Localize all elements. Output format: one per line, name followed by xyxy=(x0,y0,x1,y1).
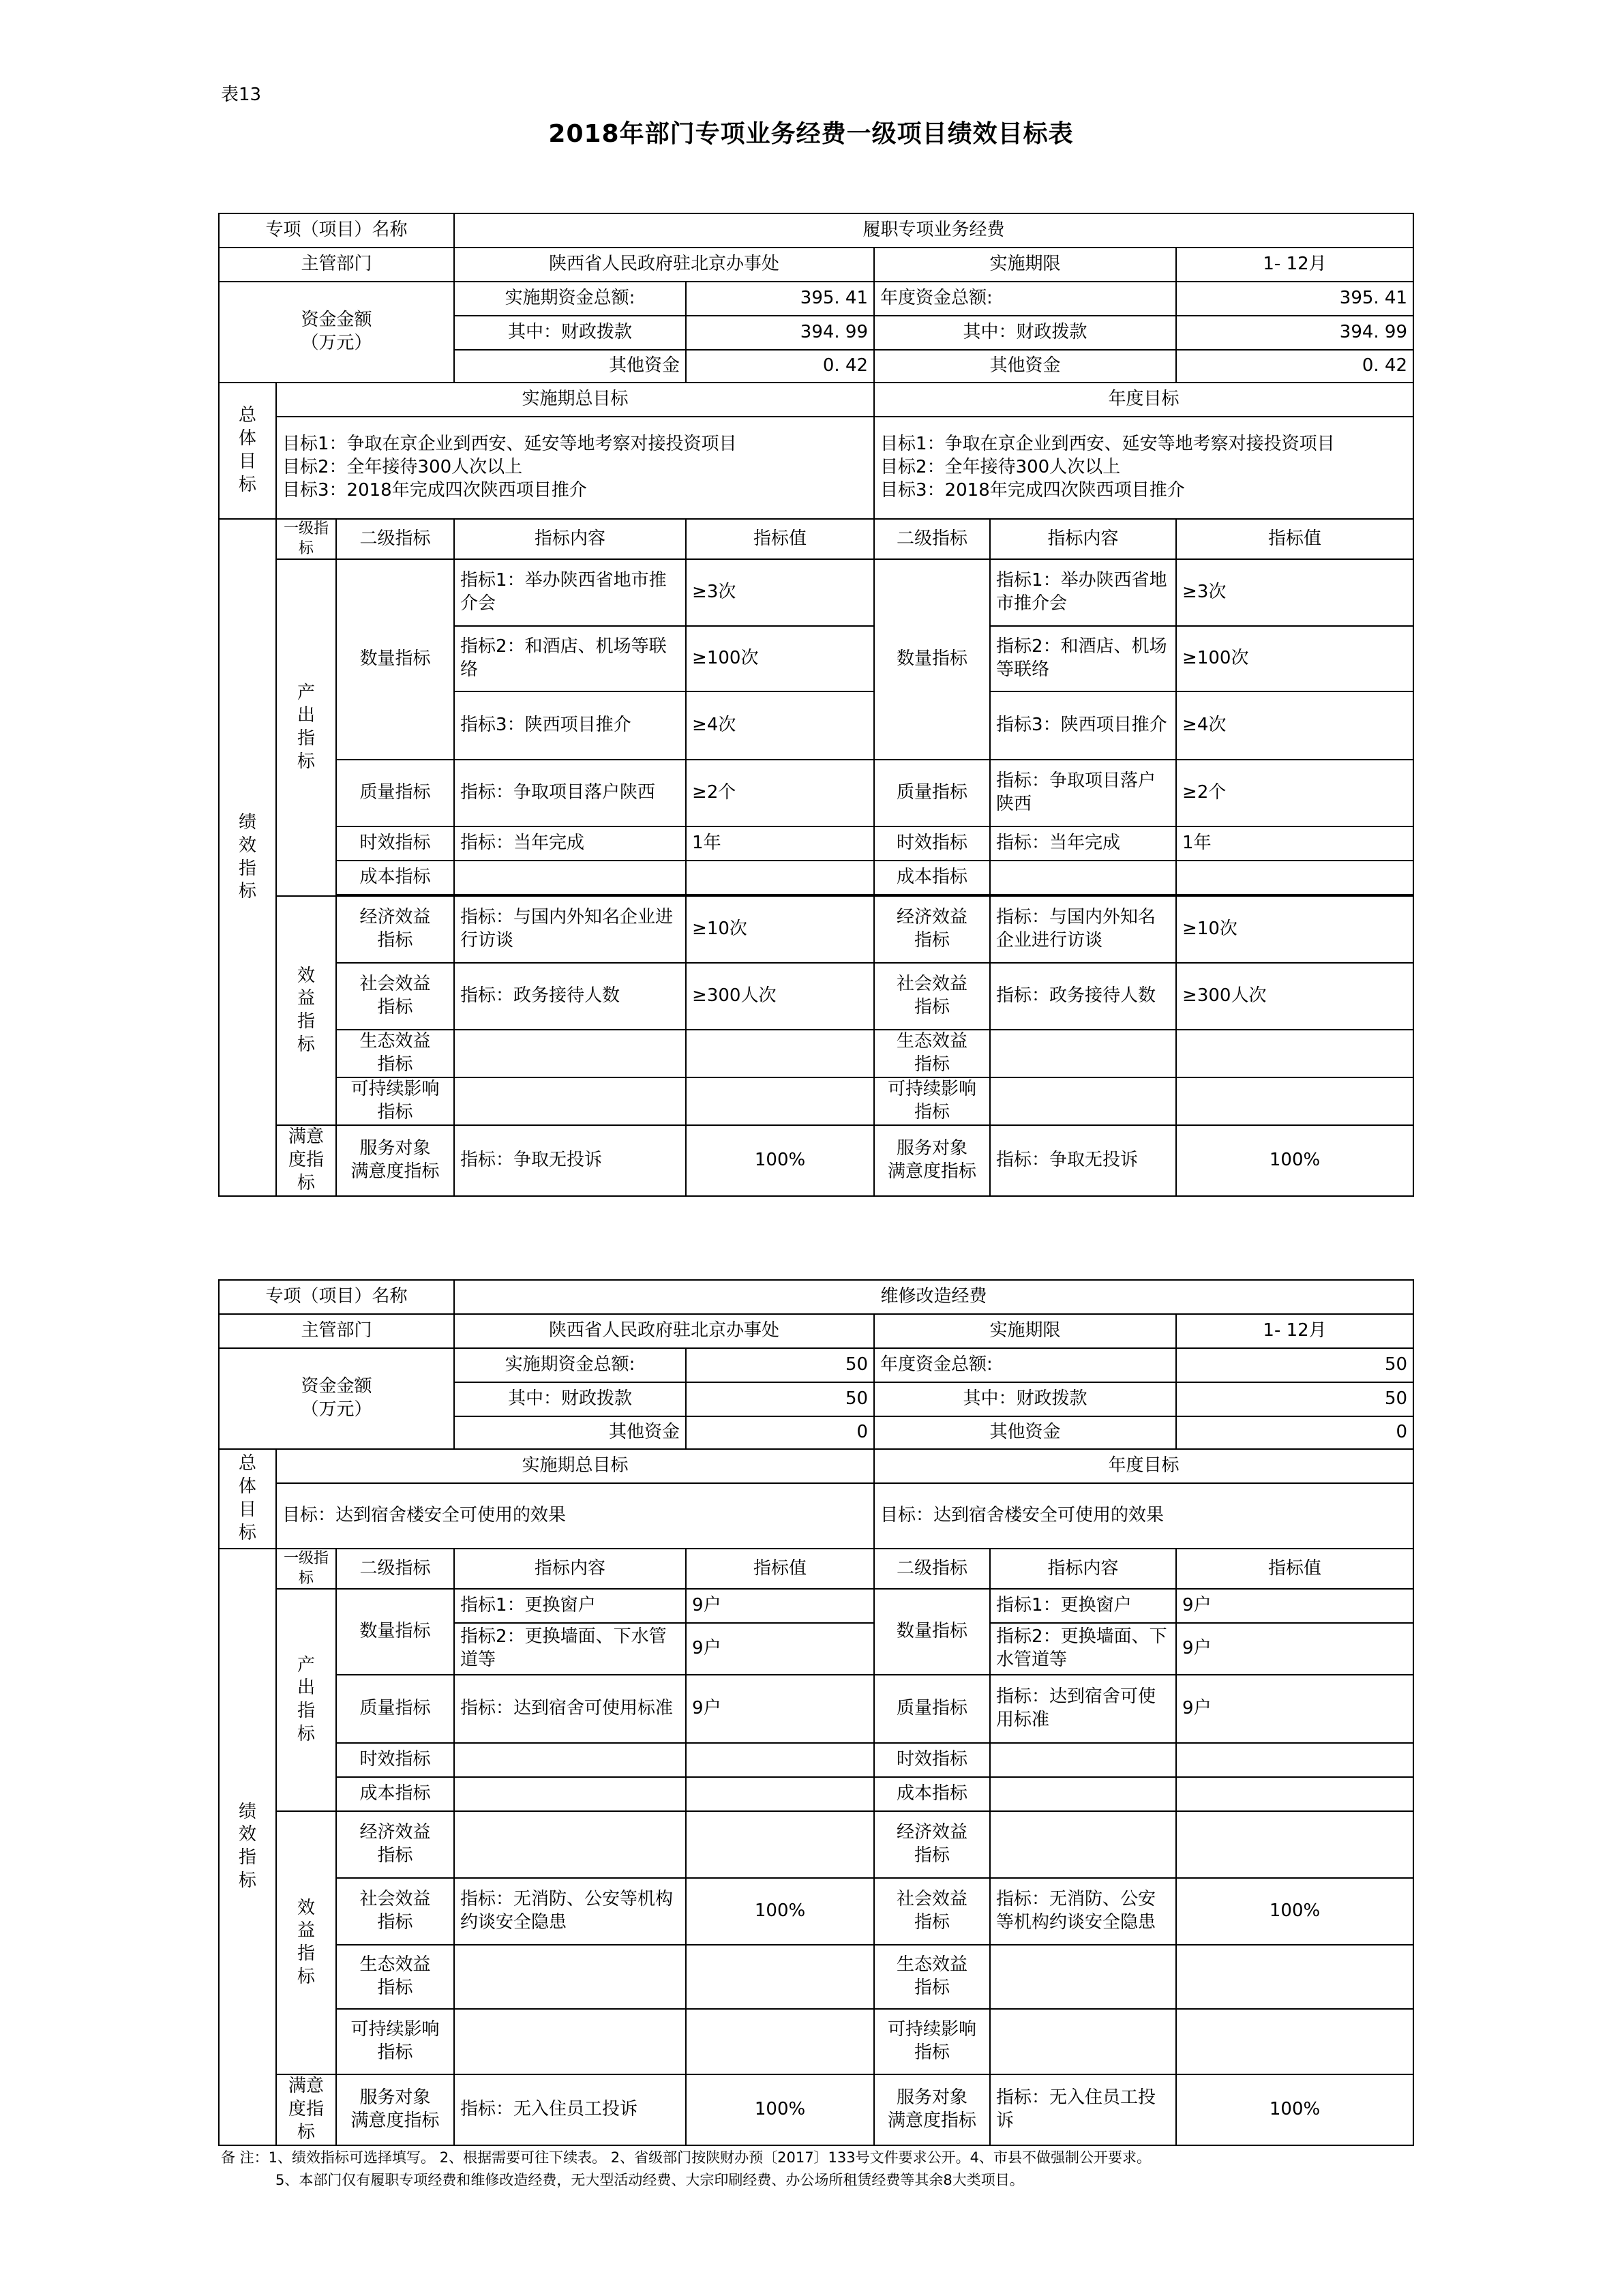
cost-label: 成本指标 xyxy=(336,861,454,895)
content-header: 指标内容 xyxy=(990,519,1176,559)
quantity-label: 数量指标 xyxy=(336,559,454,760)
empty-cell xyxy=(990,2009,1176,2074)
label-line: 指标 xyxy=(914,997,950,1018)
goal-line: 目标3：2018年完成四次陕西项目推介 xyxy=(282,479,587,501)
indicator-content: 指标：无消防、公安等机构约谈安全隐患 xyxy=(990,1878,1176,1945)
empty-cell xyxy=(990,861,1176,895)
satisfaction-char: 度指 xyxy=(288,2098,324,2119)
item-name-value: 维修改造经费 xyxy=(454,1280,1413,1314)
timeliness-label: 时效指标 xyxy=(874,1743,990,1777)
indicator-content: 指标1：举办陕西省地市推介会 xyxy=(990,559,1176,626)
label-line: 满意度指标 xyxy=(888,1161,977,1182)
label-line: 指标 xyxy=(377,1054,413,1075)
year-goal-header: 年度目标 xyxy=(874,1449,1413,1483)
quantity-label: 数量指标 xyxy=(874,559,990,760)
satisfaction-char: 满意 xyxy=(288,2076,324,2097)
impl-fiscal-label: 其中：财政拨款 xyxy=(454,1382,686,1416)
fund-label-line2: （万元） xyxy=(301,1399,372,1420)
indicator-value: 1年 xyxy=(1176,826,1413,861)
year-total-label: 年度资金总额: xyxy=(874,282,1176,316)
quality-label: 质量指标 xyxy=(874,760,990,826)
output-indicator-label xyxy=(276,559,336,896)
label-line: 经济效益 xyxy=(897,1822,968,1843)
impl-fiscal-value: 50 xyxy=(686,1382,874,1416)
year-goal-text xyxy=(874,417,1413,519)
content-header: 指标内容 xyxy=(454,519,686,559)
item-name-label: 专项（项目）名称 xyxy=(219,1280,454,1314)
empty-cell xyxy=(454,1945,686,2009)
satisfaction-indicator-label xyxy=(276,1125,336,1196)
impl-goal-text: 目标：达到宿舍楼安全可使用的效果 xyxy=(276,1483,874,1549)
indicator-value: ≥100次 xyxy=(686,626,874,691)
impl-other-value: 0. 42 xyxy=(686,350,874,383)
indicator-content: 指标：与国内外知名企业进行访谈 xyxy=(454,896,686,963)
service-satisfaction-label xyxy=(336,2074,454,2145)
empty-cell xyxy=(1176,1945,1413,2009)
empty-cell xyxy=(990,1743,1176,1777)
level2-header: 二级指标 xyxy=(874,1549,990,1589)
performance-table-2 xyxy=(218,1279,1414,2146)
ecological-label xyxy=(874,1945,990,2009)
overall-goal-char: 体 xyxy=(238,1476,256,1497)
impl-fiscal-value: 394. 99 xyxy=(686,316,874,350)
economic-label xyxy=(874,896,990,963)
empty-cell xyxy=(990,1777,1176,1811)
indicator-content: 指标：与国内外知名企业进行访谈 xyxy=(990,896,1176,963)
impl-goal-header: 实施期总目标 xyxy=(276,1449,874,1483)
empty-cell xyxy=(454,1077,686,1125)
output-char: 出 xyxy=(297,1678,315,1699)
indicator-content: 指标2：和酒店、机场等联络 xyxy=(990,626,1176,691)
perf-char: 指 xyxy=(238,858,256,879)
indicator-value: ≥4次 xyxy=(686,691,874,760)
indicator-value: 100% xyxy=(1176,1125,1413,1196)
label-line: 服务对象 xyxy=(359,2087,431,2108)
indicator-content: 指标1：更换窗户 xyxy=(990,1589,1176,1623)
economic-label xyxy=(336,896,454,963)
output-char: 指 xyxy=(297,728,315,749)
output-char: 标 xyxy=(297,1723,315,1744)
output-char: 出 xyxy=(297,705,315,726)
indicator-value: 100% xyxy=(1176,2074,1413,2145)
goal-line: 目标1：争取在京企业到西安、延安等地考察对接投资项目 xyxy=(880,434,1335,455)
label-line: 指标 xyxy=(377,2042,413,2063)
satisfaction-indicator-label xyxy=(276,2074,336,2145)
indicator-content: 指标：争取无投诉 xyxy=(990,1125,1176,1196)
empty-cell xyxy=(686,861,874,895)
item-name-value: 履职专项业务经费 xyxy=(454,213,1413,248)
goal-line: 目标2：全年接待300人次以上 xyxy=(880,457,1121,478)
indicator-value: ≥3次 xyxy=(1176,559,1413,626)
social-label xyxy=(336,963,454,1030)
empty-cell xyxy=(686,1077,874,1125)
year-total-value: 50 xyxy=(1176,1348,1413,1382)
label-line: 指标 xyxy=(914,1845,950,1866)
label-line: 满意度指标 xyxy=(350,2110,440,2131)
indicator-content: 指标：争取项目落户陕西 xyxy=(454,760,686,826)
overall-goal-char: 目 xyxy=(238,451,256,472)
label-line: 指标 xyxy=(914,1912,950,1933)
level2-header: 二级指标 xyxy=(874,519,990,559)
label-line: 经济效益 xyxy=(897,907,968,928)
empty-cell xyxy=(686,1811,874,1878)
sustainable-label xyxy=(336,2009,454,2074)
cost-label: 成本指标 xyxy=(874,861,990,895)
economic-label xyxy=(874,1811,990,1878)
dept-label: 主管部门 xyxy=(219,1314,454,1348)
indicator-content: 指标3：陕西项目推介 xyxy=(454,691,686,760)
period-label: 实施期限 xyxy=(874,1314,1176,1348)
ecological-label xyxy=(874,1030,990,1077)
indicator-value: 9户 xyxy=(1176,1589,1413,1623)
label-line: 生态效益 xyxy=(359,1031,431,1052)
goal-line: 目标3：2018年完成四次陕西项目推介 xyxy=(880,479,1185,501)
indicator-value: ≥300人次 xyxy=(686,963,874,1030)
label-line: 指标 xyxy=(914,1054,950,1075)
empty-cell xyxy=(686,1777,874,1811)
label-line: 指标 xyxy=(377,1912,413,1933)
label-line: 指标 xyxy=(914,930,950,951)
satisfaction-char: 满意 xyxy=(288,1127,324,1148)
sustainable-label xyxy=(874,1077,990,1125)
footnote-line: 备 注：1、绩效指标可选择填写。 2、根据需要可往下续表。 2、省级部门按陕财办预〔2017〕133号文件要求公开。4、市县不做强制公开要求。 xyxy=(221,2149,1151,2166)
indicator-value: 9户 xyxy=(686,1589,874,1623)
overall-goal-char: 目 xyxy=(238,1500,256,1520)
dept-value: 陕西省人民政府驻北京办事处 xyxy=(454,1314,874,1348)
perf-char: 标 xyxy=(238,881,256,902)
impl-other-value: 0 xyxy=(686,1416,874,1449)
empty-cell xyxy=(1176,1743,1413,1777)
empty-cell xyxy=(454,2009,686,2074)
overall-goal-char: 标 xyxy=(238,1522,256,1543)
label-line: 指标 xyxy=(914,1978,950,1999)
empty-cell xyxy=(990,1077,1176,1125)
output-char: 指 xyxy=(297,1701,315,1722)
label-line: 经济效益 xyxy=(359,907,431,928)
fund-label xyxy=(219,282,454,383)
label-line: 社会效益 xyxy=(359,974,431,995)
sustainable-label xyxy=(874,2009,990,2074)
year-fiscal-label: 其中：财政拨款 xyxy=(874,316,1176,350)
label-line: 经济效益 xyxy=(359,1822,431,1843)
empty-cell xyxy=(1176,1777,1413,1811)
empty-cell xyxy=(686,1030,874,1077)
quality-label: 质量指标 xyxy=(336,760,454,826)
indicator-value: 1年 xyxy=(686,826,874,861)
impl-fiscal-label: 其中：财政拨款 xyxy=(454,316,686,350)
label-line: 社会效益 xyxy=(897,1889,968,1910)
indicator-content: 指标1：举办陕西省地市推介会 xyxy=(454,559,686,626)
label-line: 满意度指标 xyxy=(350,1161,440,1182)
indicator-value: 9户 xyxy=(686,1675,874,1743)
indicator-content: 指标2：更换墙面、下水管道等 xyxy=(454,1623,686,1675)
label-line: 指标 xyxy=(377,1978,413,1999)
level2-header: 二级指标 xyxy=(336,1549,454,1589)
empty-cell xyxy=(454,1811,686,1878)
overall-goal-label xyxy=(219,383,276,519)
level2-header: 二级指标 xyxy=(336,519,454,559)
content-header: 指标内容 xyxy=(454,1549,686,1589)
service-satisfaction-label xyxy=(336,1125,454,1196)
indicator-content: 指标1：更换窗户 xyxy=(454,1589,686,1623)
indicator-content: 指标：当年完成 xyxy=(990,826,1176,861)
item-name-label: 专项（项目）名称 xyxy=(219,213,454,248)
benefit-char: 指 xyxy=(297,1011,315,1032)
label-line: 社会效益 xyxy=(897,974,968,995)
indicator-content: 指标：达到宿舍可使用标准 xyxy=(454,1675,686,1743)
impl-total-label: 实施期资金总额: xyxy=(454,1348,686,1382)
output-indicator-label xyxy=(276,1589,336,1811)
label-line: 社会效益 xyxy=(359,1889,431,1910)
indicator-content: 指标：争取项目落户陕西 xyxy=(990,760,1176,826)
satisfaction-char: 度指 xyxy=(288,1150,324,1171)
period-value: 1- 12月 xyxy=(1176,1314,1413,1348)
timeliness-label: 时效指标 xyxy=(336,1743,454,1777)
quality-label: 质量指标 xyxy=(336,1675,454,1743)
period-value: 1- 12月 xyxy=(1176,248,1413,282)
indicator-value: ≥3次 xyxy=(686,559,874,626)
indicator-value: ≥10次 xyxy=(1176,896,1413,963)
perf-char: 绩 xyxy=(238,1801,256,1822)
footnote-line: 5、本部门仅有履职专项经费和维修改造经费，无大型活动经费、大宗印刷经费、办公场所租赁经费等其余8大类项目。 xyxy=(275,2171,1024,2188)
empty-cell xyxy=(1176,861,1413,895)
table-number: 表13 xyxy=(221,85,262,105)
benefit-char: 标 xyxy=(297,1966,315,1987)
label-line: 生态效益 xyxy=(359,1954,431,1976)
benefit-char: 效 xyxy=(297,965,315,986)
cost-label: 成本指标 xyxy=(336,1777,454,1811)
fund-label xyxy=(219,1348,454,1449)
impl-total-value: 395. 41 xyxy=(686,282,874,316)
perf-indicator-label xyxy=(219,519,276,1196)
year-fiscal-label: 其中：财政拨款 xyxy=(874,1382,1176,1416)
value-header: 指标值 xyxy=(686,1549,874,1589)
service-satisfaction-label xyxy=(874,2074,990,2145)
indicator-value: ≥2个 xyxy=(686,760,874,826)
benefit-char: 指 xyxy=(297,1943,315,1965)
label-line: 生态效益 xyxy=(897,1031,968,1052)
empty-cell xyxy=(990,1811,1176,1878)
quantity-label: 数量指标 xyxy=(336,1589,454,1675)
year-total-value: 395. 41 xyxy=(1176,282,1413,316)
fund-label-line1: 资金金额 xyxy=(301,310,372,331)
perf-char: 效 xyxy=(238,835,256,856)
empty-cell xyxy=(454,1777,686,1811)
timeliness-label: 时效指标 xyxy=(336,826,454,861)
indicator-value: 100% xyxy=(686,1878,874,1945)
indicator-content: 指标：政务接待人数 xyxy=(990,963,1176,1030)
impl-other-label: 其他资金 xyxy=(454,350,686,383)
year-total-label: 年度资金总额: xyxy=(874,1348,1176,1382)
year-fiscal-value: 50 xyxy=(1176,1382,1413,1416)
indicator-content: 指标：达到宿舍可使用标准 xyxy=(990,1675,1176,1743)
content-header: 指标内容 xyxy=(990,1549,1176,1589)
impl-total-value: 50 xyxy=(686,1348,874,1382)
label-line: 指标 xyxy=(377,930,413,951)
label-line: 指标 xyxy=(377,1102,413,1123)
indicator-value: 100% xyxy=(686,1125,874,1196)
benefit-indicator-label xyxy=(276,1811,336,2074)
label-line: 指标 xyxy=(377,1845,413,1866)
indicator-content: 指标：无消防、公安等机构约谈安全隐患 xyxy=(454,1878,686,1945)
goal-line: 目标2：全年接待300人次以上 xyxy=(282,457,523,478)
indicator-content: 指标：无入住员工投诉 xyxy=(454,2074,686,2145)
overall-goal-char: 体 xyxy=(238,428,256,449)
empty-cell xyxy=(686,2009,874,2074)
fund-label-line2: （万元） xyxy=(301,333,372,353)
indicator-content: 指标：无入住员工投诉 xyxy=(990,2074,1176,2145)
dept-value: 陕西省人民政府驻北京办事处 xyxy=(454,248,874,282)
overall-goal-char: 总 xyxy=(238,405,256,426)
overall-goal-char: 总 xyxy=(238,1453,256,1474)
social-label xyxy=(874,963,990,1030)
label-line: 生态效益 xyxy=(897,1954,968,1976)
period-label: 实施期限 xyxy=(874,248,1176,282)
overall-goal-label xyxy=(219,1449,276,1549)
label-line: 指标 xyxy=(914,1102,950,1123)
indicator-value: 9户 xyxy=(1176,1675,1413,1743)
level1-header: 一级指标 xyxy=(276,1549,336,1589)
indicator-content: 指标：政务接待人数 xyxy=(454,963,686,1030)
output-char: 产 xyxy=(297,682,315,703)
perf-indicator-label xyxy=(219,1549,276,2145)
year-fiscal-value: 394. 99 xyxy=(1176,316,1413,350)
page-title: 2018年部门专项业务经费一级项目绩效目标表 xyxy=(548,120,1074,148)
indicator-content: 指标：争取无投诉 xyxy=(454,1125,686,1196)
benefit-char: 标 xyxy=(297,1034,315,1055)
empty-cell xyxy=(1176,1077,1413,1125)
empty-cell xyxy=(1176,1811,1413,1878)
year-other-label: 其他资金 xyxy=(874,1416,1176,1449)
label-line: 满意度指标 xyxy=(888,2110,977,2131)
empty-cell xyxy=(990,1945,1176,2009)
cost-label: 成本指标 xyxy=(874,1777,990,1811)
timeliness-label: 时效指标 xyxy=(874,826,990,861)
indicator-value: 9户 xyxy=(686,1623,874,1675)
service-satisfaction-label xyxy=(874,1125,990,1196)
indicator-value: 100% xyxy=(1176,1878,1413,1945)
label-line: 指标 xyxy=(914,2042,950,2063)
ecological-label xyxy=(336,1945,454,2009)
impl-total-label: 实施期资金总额: xyxy=(454,282,686,316)
footnotes xyxy=(221,2147,1151,2191)
value-header: 指标值 xyxy=(1176,519,1413,559)
year-other-label: 其他资金 xyxy=(874,350,1176,383)
satisfaction-char: 标 xyxy=(297,2121,315,2143)
perf-char: 标 xyxy=(238,1870,256,1892)
indicator-value: ≥100次 xyxy=(1176,626,1413,691)
performance-table-1 xyxy=(218,213,1414,1197)
empty-cell xyxy=(454,861,686,895)
impl-goal-header: 实施期总目标 xyxy=(276,383,874,417)
economic-label xyxy=(336,1811,454,1878)
indicator-content: 指标2：更换墙面、下水管道等 xyxy=(990,1623,1176,1675)
year-other-value: 0. 42 xyxy=(1176,350,1413,383)
empty-cell xyxy=(1176,2009,1413,2074)
label-line: 指标 xyxy=(377,997,413,1018)
quantity-label: 数量指标 xyxy=(874,1589,990,1675)
empty-cell xyxy=(686,1945,874,2009)
label-line: 服务对象 xyxy=(897,2087,968,2108)
impl-other-label: 其他资金 xyxy=(454,1416,686,1449)
indicator-content: 指标3：陕西项目推介 xyxy=(990,691,1176,760)
output-char: 标 xyxy=(297,751,315,772)
label-line: 可持续影响 xyxy=(888,1079,977,1100)
empty-cell xyxy=(686,1743,874,1777)
empty-cell xyxy=(990,1030,1176,1077)
year-other-value: 0 xyxy=(1176,1416,1413,1449)
benefit-char: 益 xyxy=(297,1920,315,1941)
indicator-value: 100% xyxy=(686,2074,874,2145)
indicator-content: 指标2：和酒店、机场等联络 xyxy=(454,626,686,691)
social-label xyxy=(336,1878,454,1945)
social-label xyxy=(874,1878,990,1945)
empty-cell xyxy=(1176,1030,1413,1077)
perf-char: 绩 xyxy=(238,812,256,833)
overall-goal-char: 标 xyxy=(238,474,256,495)
perf-char: 指 xyxy=(238,1847,256,1868)
indicator-content: 指标：当年完成 xyxy=(454,826,686,861)
benefit-indicator-label xyxy=(276,896,336,1125)
impl-goal-text xyxy=(276,417,874,519)
label-line: 可持续影响 xyxy=(888,2019,977,2040)
label-line: 可持续影响 xyxy=(350,2019,440,2040)
year-goal-text: 目标：达到宿舍楼安全可使用的效果 xyxy=(874,1483,1413,1549)
benefit-char: 效 xyxy=(297,1897,315,1918)
output-char: 产 xyxy=(297,1654,315,1675)
indicator-value: 9户 xyxy=(1176,1623,1413,1675)
indicator-value: ≥300人次 xyxy=(1176,963,1413,1030)
perf-char: 效 xyxy=(238,1824,256,1845)
indicator-value: ≥10次 xyxy=(686,896,874,963)
label-line: 可持续影响 xyxy=(350,1079,440,1100)
quality-label: 质量指标 xyxy=(874,1675,990,1743)
empty-cell xyxy=(454,1030,686,1077)
label-line: 服务对象 xyxy=(897,1138,968,1159)
ecological-label xyxy=(336,1030,454,1077)
satisfaction-char: 标 xyxy=(297,1173,315,1194)
sustainable-label xyxy=(336,1077,454,1125)
value-header: 指标值 xyxy=(1176,1549,1413,1589)
indicator-value: ≥4次 xyxy=(1176,691,1413,760)
fund-label-line1: 资金金额 xyxy=(301,1376,372,1397)
value-header: 指标值 xyxy=(686,519,874,559)
year-goal-header: 年度目标 xyxy=(874,383,1413,417)
dept-label: 主管部门 xyxy=(219,248,454,282)
goal-line: 目标1：争取在京企业到西安、延安等地考察对接投资项目 xyxy=(282,434,737,455)
benefit-char: 益 xyxy=(297,988,315,1009)
level1-header: 一级指标 xyxy=(276,519,336,559)
indicator-value: ≥2个 xyxy=(1176,760,1413,826)
empty-cell xyxy=(454,1743,686,1777)
label-line: 服务对象 xyxy=(359,1138,431,1159)
